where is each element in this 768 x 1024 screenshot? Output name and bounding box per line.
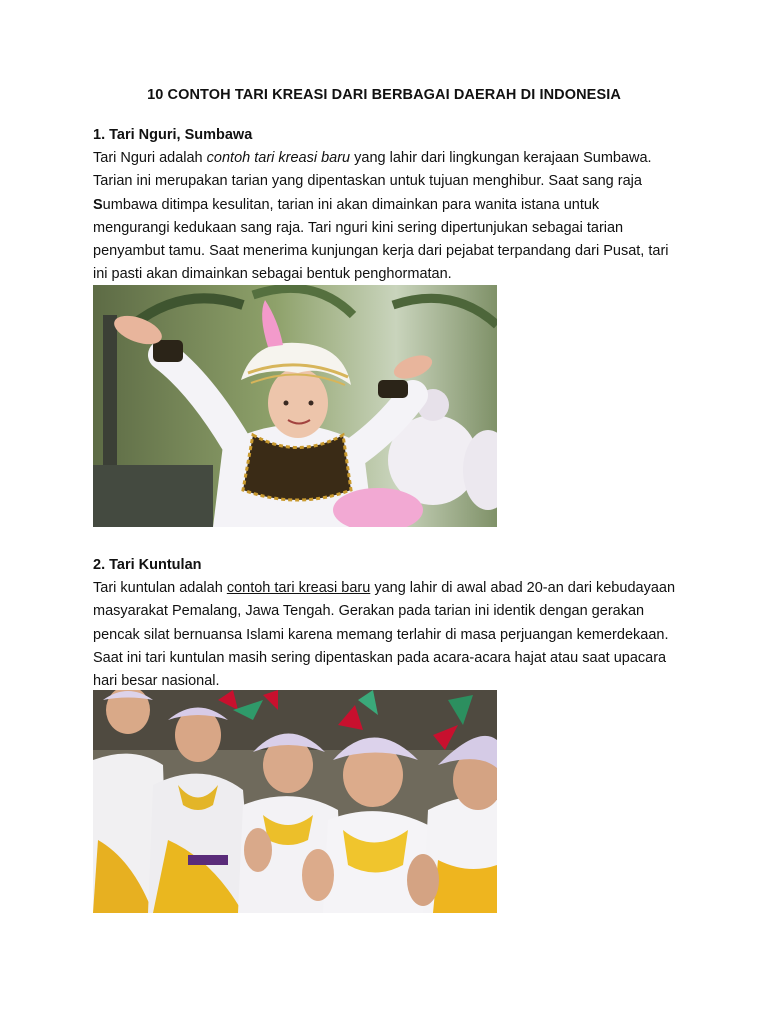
section-paragraph (93, 577, 678, 693)
section-heading: 1. Tari Nguri, Sumbawa (93, 127, 253, 143)
dancers-illustration (93, 690, 497, 913)
underlined-link-text[interactable]: contoh tari kreasi baru (226, 580, 371, 596)
section-tari-nguri (93, 124, 678, 287)
text-run: yang lahir dari lingkungan kerajaan Sumbawa. Tarian ini merupakan tarian yang dipentaskan untuk tujuan menghibur. Saat sang raja (93, 150, 652, 190)
section-tari-kuntulan (93, 554, 678, 693)
document-title: 10 CONTOH TARI KREASI DARI BERBAGAI DAERAH DI INDONESIA (147, 87, 621, 103)
photo-tari-nguri (93, 285, 497, 527)
section-heading: 2. Tari Kuntulan (93, 557, 202, 573)
text-run: Tari kuntulan adalah (93, 580, 227, 596)
dancer-illustration (93, 285, 497, 527)
section-paragraph (93, 147, 678, 287)
emphasis-text: contoh tari kreasi baru (206, 150, 351, 166)
text-run: Tari Nguri adalah (93, 150, 207, 166)
text-run: yang lahir di awal abad 20-an dari kebudayaan masyarakat Pemalang, Jawa Tengah. Gerakan pada tarian ini identik dengan gerakan pencak silat bernuansa Islami karena memang terlahir di masa perjuangan kemerdekaan. Saat ini tari kuntulan masih sering dipentaskan pada acara-acara hajat atau saat upacara hari besar nasional. (93, 580, 676, 690)
bold-text: S (93, 196, 103, 213)
photo-tari-kuntulan (93, 690, 497, 913)
text-run: umbawa ditimpa kesulitan, tarian ini akan dimainkan para wanita istana untuk mengurangi kedukaan sang raja. Tari nguri kini sering dipertunjukan sebagai tarian penyambut tamu. Saat menerima kunjungan kerja dari pejabat terpandang dari Pusat, tari ini pasti akan dimainkan sebagai bentuk penghormatan. (93, 196, 669, 283)
